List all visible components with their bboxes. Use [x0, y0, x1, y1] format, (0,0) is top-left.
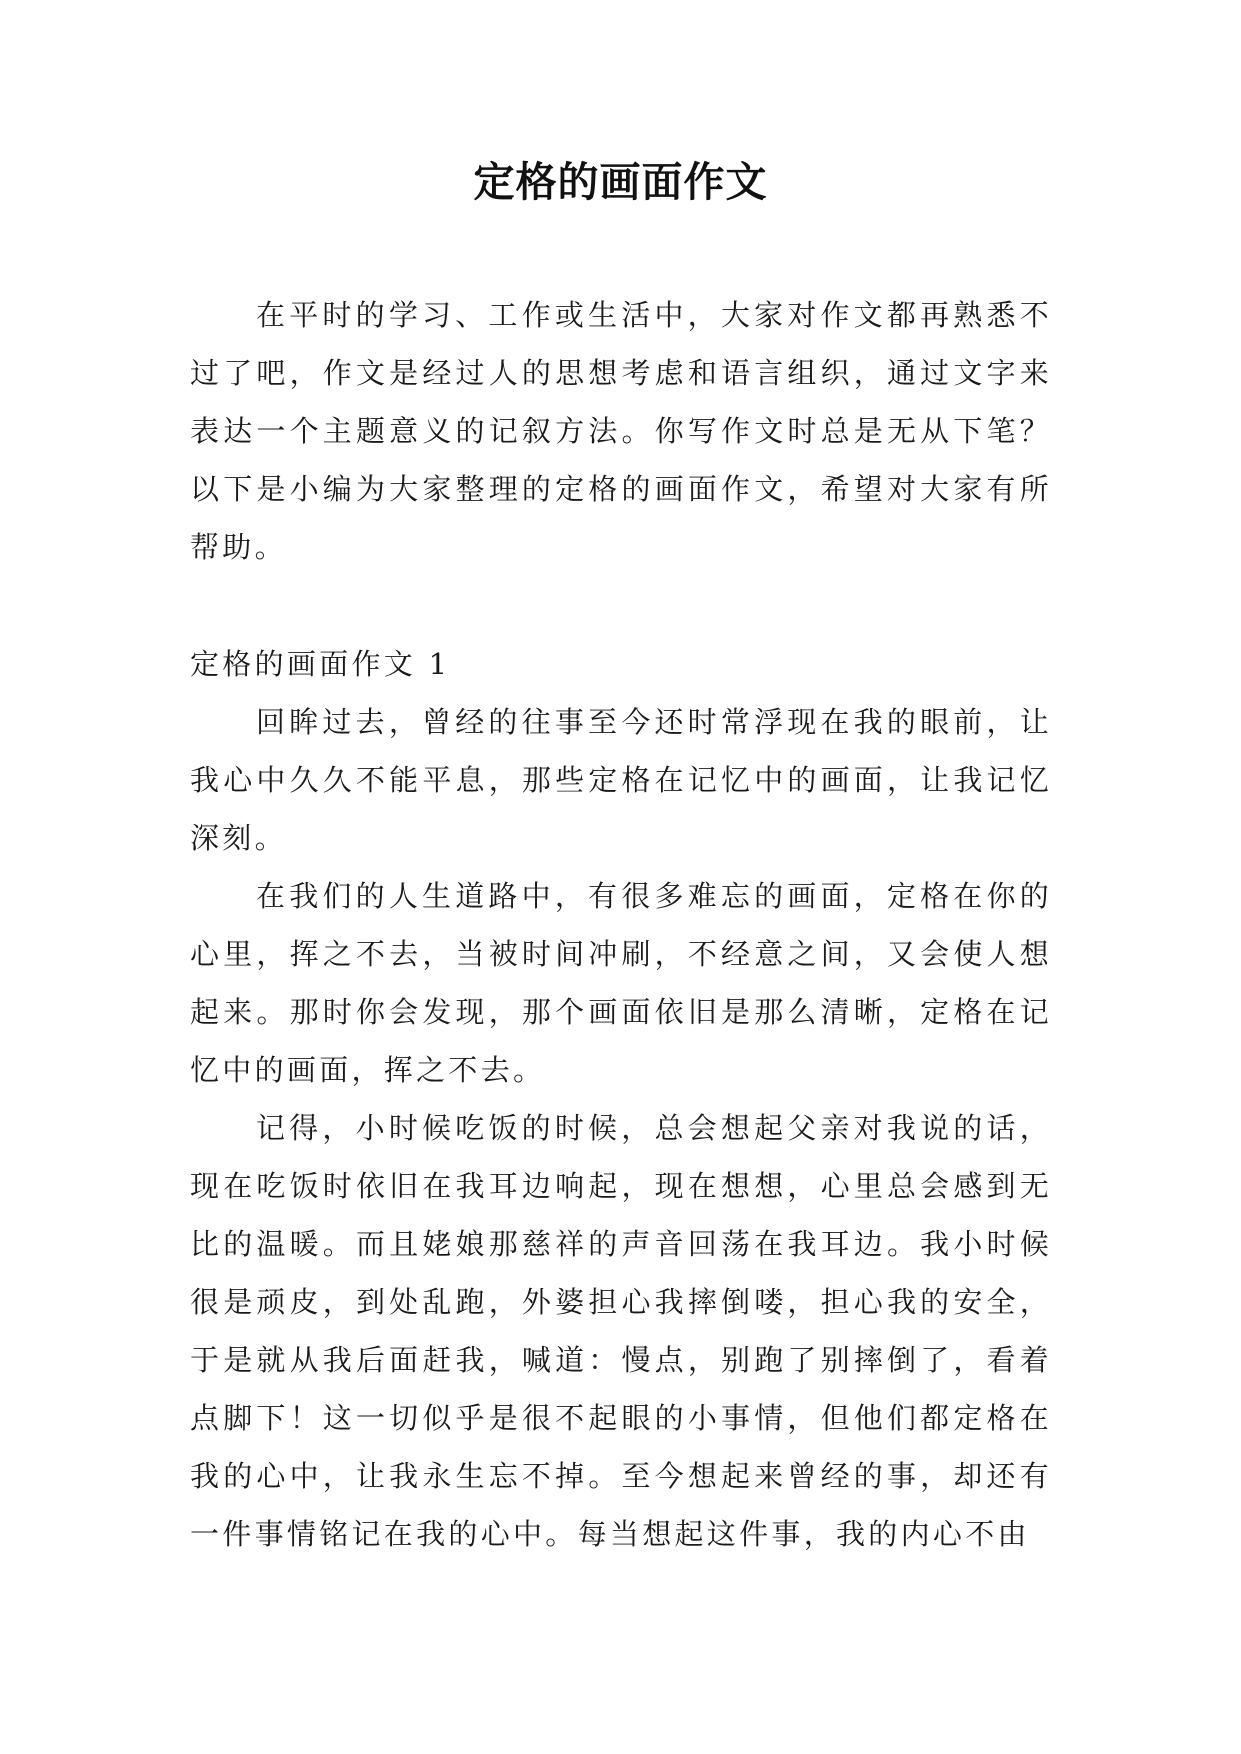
paragraph-spacer — [190, 576, 1052, 635]
body-paragraph: 回眸过去，曾经的往事至今还时常浮现在我的眼前，让我心中久久不能平息，那些定格在记忆中的画面，让我记忆深刻。 — [190, 705, 1052, 855]
intro-paragraph: 在平时的学习、工作或生活中，大家对作文都再熟悉不过了吧，作文是经过人的思想考虑和语言组织，通过文字来表达一个主题意义的记叙方法。你写作文时总是无从下笔？以下是小编为大家整理的定格的画面作文，希望对大家有所帮助。 — [190, 298, 1052, 564]
body-paragraph: 记得，小时候吃饭的时候，总会想起父亲对我说的话，现在吃饭时依旧在我耳边响起，现在想想，心里总会感到无比的温暖。而且姥娘那慈祥的声音回荡在我耳边。我小时候很是顽皮，到处乱跑，外婆担心我摔倒喽，担心我的安全，于是就从我后面赶我，喊道：慢点，别跑了别摔倒了，看着点脚下！这一切似乎是很不起眼的小事情，但他们都定格在我的心中，让我永生忘不掉。至今想起来曾经的事，却还有一件事情铭记在我的心中。每当想起这件事，我的内心不由 — [190, 1111, 1052, 1551]
section-heading: 定格的画面作文 1 — [190, 647, 451, 681]
document-body — [190, 286, 1052, 1563]
body-paragraph: 在我们的人生道路中，有很多难忘的画面，定格在你的心里，挥之不去，当被时间冲刷，不经意之间，又会使人想起来。那时你会发现，那个画面依旧是那么清晰，定格在记忆中的画面，挥之不去。 — [190, 879, 1052, 1087]
document-title: 定格的画面作文 — [473, 158, 768, 206]
